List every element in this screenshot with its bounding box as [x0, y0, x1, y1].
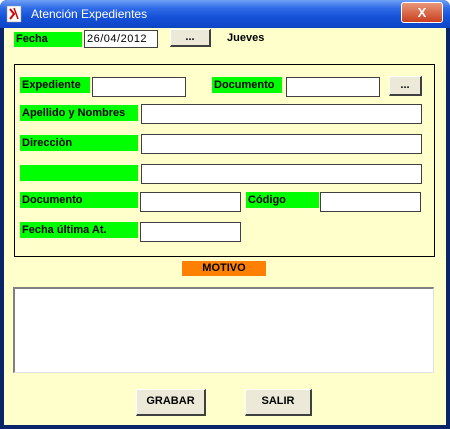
- fecha-ultima-field[interactable]: [140, 222, 241, 242]
- fecha-browse-button[interactable]: ...: [170, 29, 211, 47]
- direccion-line2-label: [20, 165, 138, 181]
- fecha-field[interactable]: 26/04/2012: [84, 30, 158, 48]
- direccion-field[interactable]: [141, 134, 422, 154]
- day-label: Jueves: [227, 32, 265, 44]
- apellido-label: Apellido y Nombres: [20, 105, 138, 121]
- documento-field[interactable]: [140, 192, 241, 212]
- salir-button[interactable]: SALIR: [245, 389, 312, 416]
- window-title: Atención Expedientes: [31, 7, 148, 21]
- motivo-textarea[interactable]: [13, 287, 434, 373]
- codigo-field[interactable]: [320, 192, 421, 212]
- documento-top-label: Documento: [212, 77, 282, 93]
- motivo-label: MOTIVO: [182, 261, 266, 276]
- fecha-label: Fecha: [14, 32, 82, 47]
- direccion-line2-field[interactable]: [141, 164, 422, 184]
- fecha-ultima-label: Fecha última At.: [20, 222, 138, 238]
- codigo-label: Código: [246, 192, 319, 208]
- documento-top-field[interactable]: [286, 77, 380, 97]
- expediente-label: Expediente: [20, 77, 90, 93]
- apellido-field[interactable]: [141, 104, 422, 124]
- documento-browse-button[interactable]: ...: [389, 76, 422, 96]
- close-button[interactable]: X: [401, 2, 443, 23]
- title-bar[interactable]: [0, 0, 450, 28]
- documento-label: Documento: [20, 192, 138, 208]
- form-client-area: [4, 28, 446, 425]
- grabar-button[interactable]: GRABAR: [136, 389, 206, 416]
- app-icon: [6, 5, 22, 23]
- expediente-field[interactable]: [92, 77, 186, 97]
- direccion-label: Direcciòn: [20, 135, 138, 151]
